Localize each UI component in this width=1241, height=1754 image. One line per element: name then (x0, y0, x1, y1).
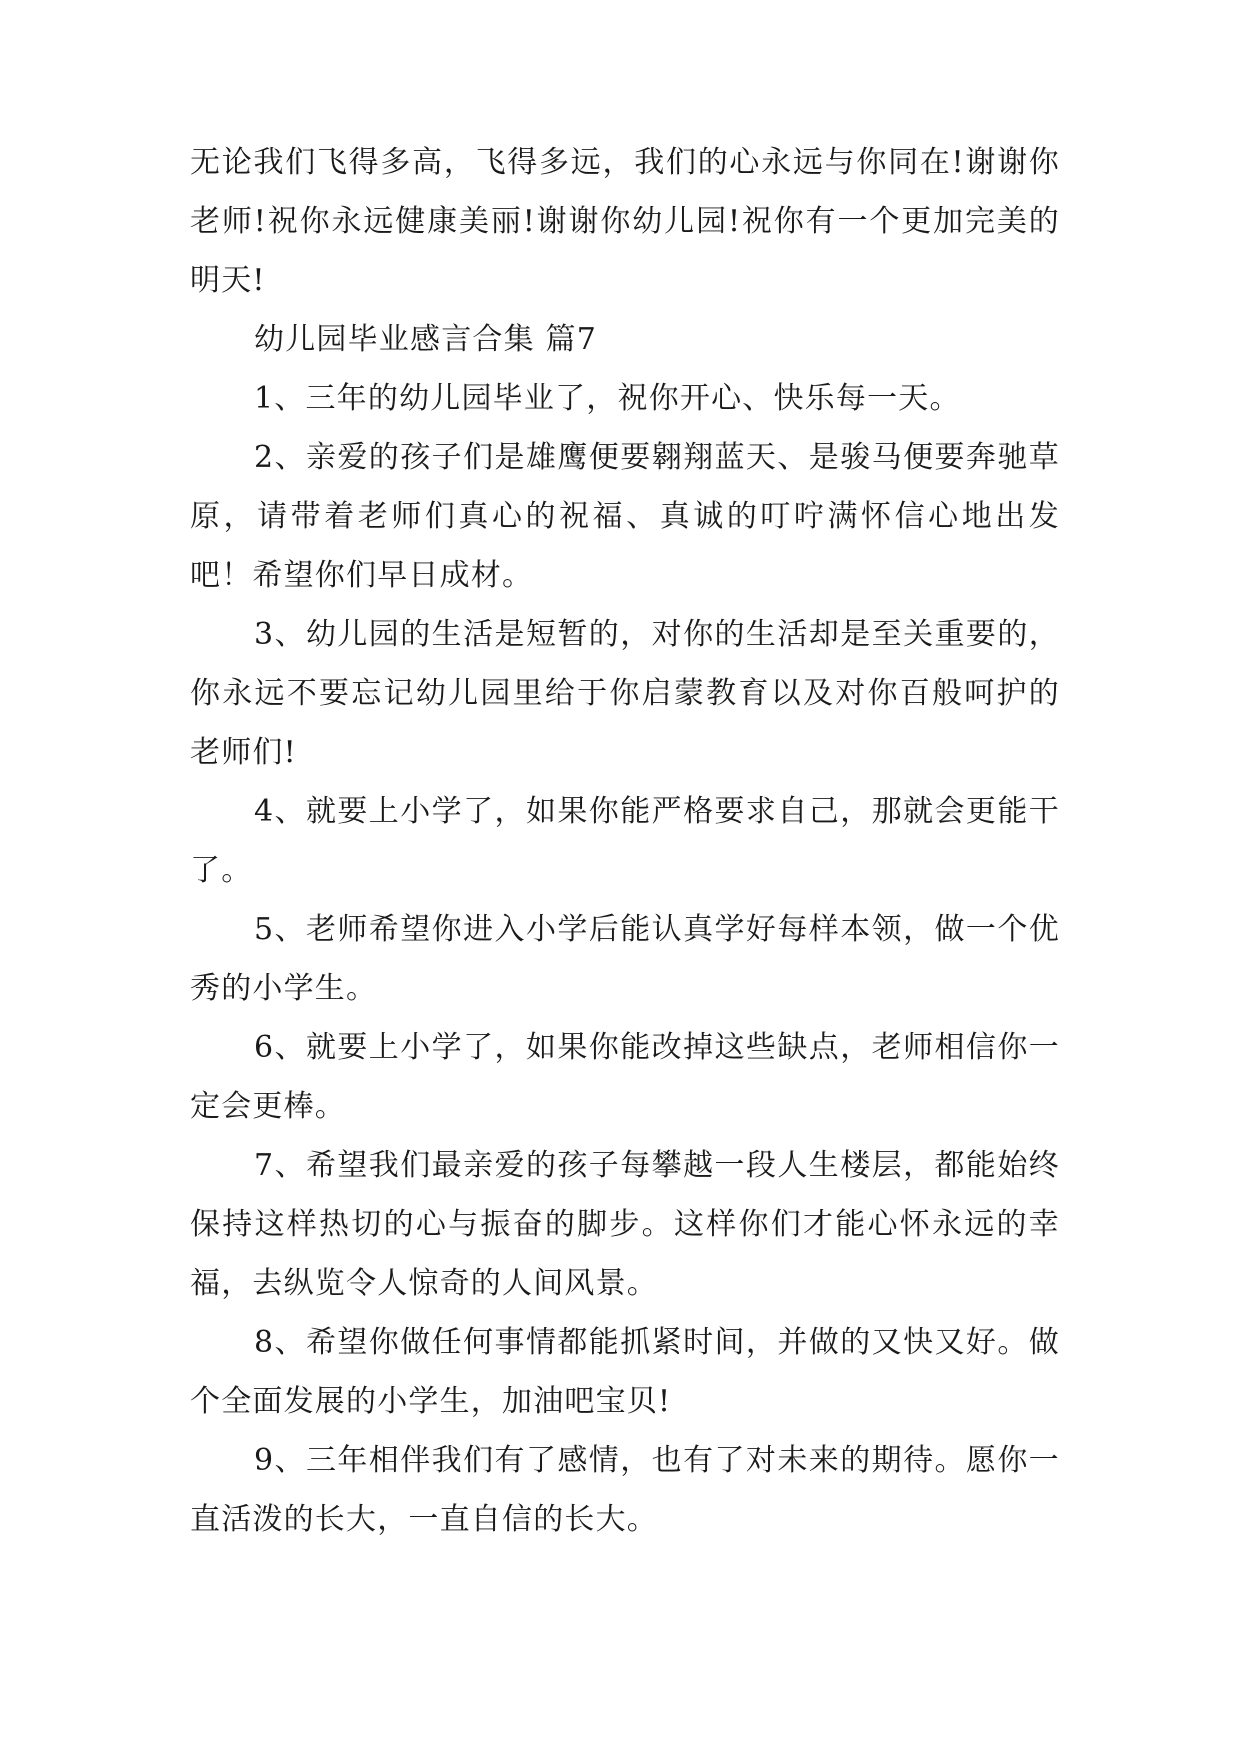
list-item: 2、亲爱的孩子们是雄鹰便要翱翔蓝天、是骏马便要奔驰草原，请带着老师们真心的祝福、真诚的叮咛满怀信心地出发吧！希望你们早日成材。 (190, 440, 1060, 593)
document-body (190, 133, 1060, 1549)
list-item: 7、希望我们最亲爱的孩子每攀越一段人生楼层，都能始终保持这样热切的心与振奋的脚步。这样你们才能心怀永远的幸福，去纵览令人惊奇的人间风景。 (190, 1148, 1060, 1301)
list-item: 4、就要上小学了，如果你能严格要求自己，那就会更能干了。 (190, 794, 1060, 888)
list-item: 9、三年相伴我们有了感情，也有了对未来的期待。愿你一直活泼的长大，一直自信的长大。 (190, 1443, 1060, 1537)
list-item: 8、希望你做任何事情都能抓紧时间，并做的又快又好。做个全面发展的小学生，加油吧宝贝! (190, 1325, 1060, 1419)
list-item: 6、就要上小学了，如果你能改掉这些缺点，老师相信你一定会更棒。 (190, 1030, 1060, 1124)
list-item: 5、老师希望你进入小学后能认真学好每样本领，做一个优秀的小学生。 (190, 912, 1060, 1006)
list-item: 1、三年的幼儿园毕业了，祝你开心、快乐每一天。 (254, 381, 961, 416)
continuation-paragraph: 无论我们飞得多高，飞得多远，我们的心永远与你同在!谢谢你老师!祝你永远健康美丽!谢谢你幼儿园!祝你有一个更加完美的明天! (190, 145, 1060, 298)
section-title: 幼儿园毕业感言合集 篇7 (254, 322, 598, 357)
list-item: 3、幼儿园的生活是短暂的，对你的生活却是至关重要的，你永远不要忘记幼儿园里给于你启蒙教育以及对你百般呵护的老师们! (190, 617, 1060, 770)
